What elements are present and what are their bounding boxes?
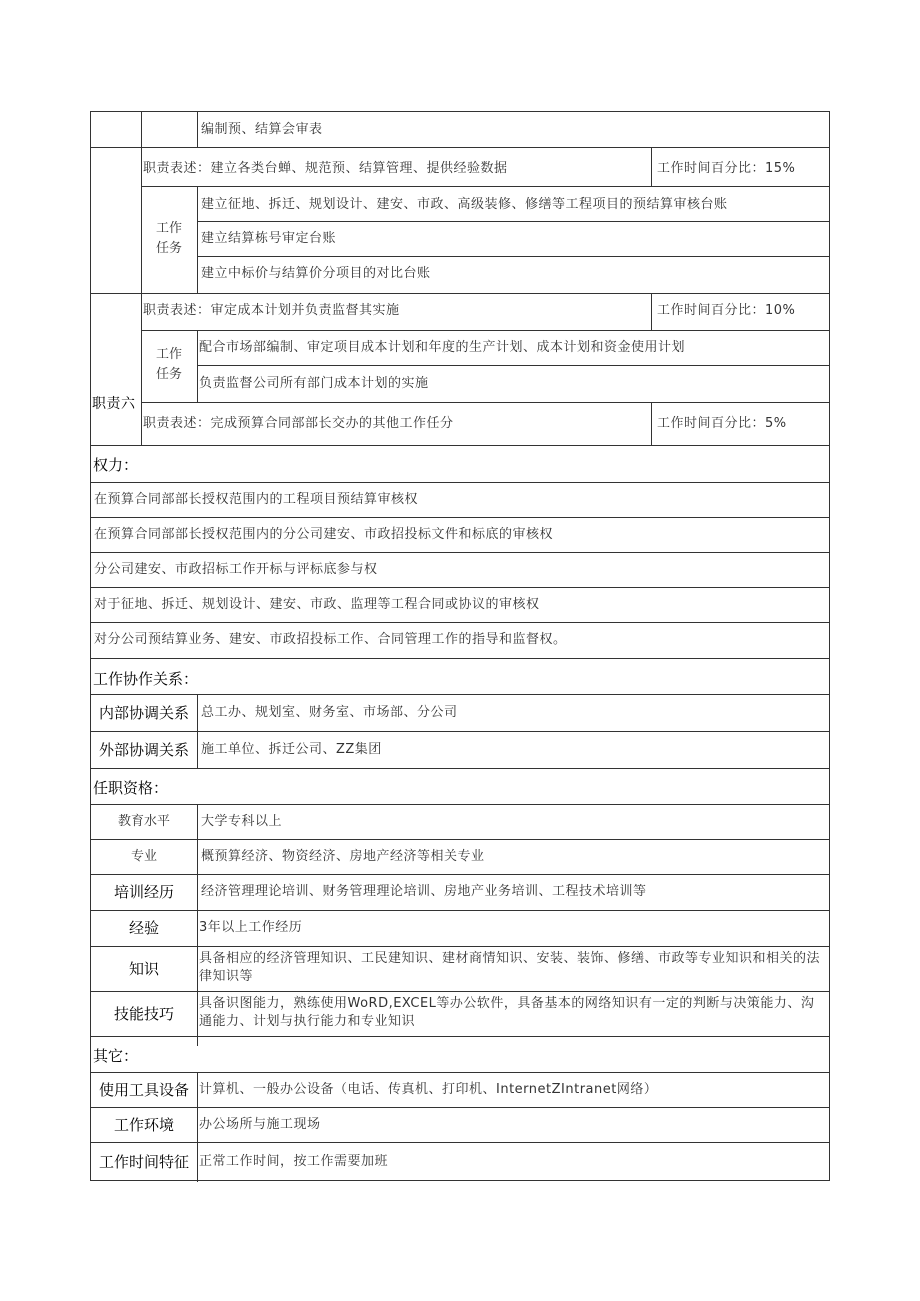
- row-line: [91, 622, 829, 623]
- col-line: [197, 1072, 198, 1182]
- external-relations-value: 施工单位、拆迁公司、ZZ集团: [201, 742, 382, 757]
- row-line: [91, 804, 829, 805]
- duty6-desc: 职责表述：审定成本计划并负责监督其实施: [143, 303, 400, 318]
- qual-value: 概预算经济、物资经济、房地产经济等相关专业: [201, 849, 485, 864]
- row-line: [91, 658, 829, 659]
- external-relations-label: 外部协调关系: [98, 741, 189, 759]
- row-line: [91, 874, 829, 875]
- col-line: [141, 112, 142, 147]
- row-line: [91, 910, 829, 911]
- row-line: [91, 731, 829, 732]
- other-value: 计算机、一般办公设备（电话、传真机、打印机、InternetZIntranet网络）: [199, 1082, 658, 1097]
- row-line: [141, 330, 829, 331]
- row-line: [197, 365, 829, 366]
- duty6-pct: 工作时间百分比：10%: [657, 303, 796, 318]
- col-line: [197, 186, 198, 293]
- qual-value: 具备识图能力，熟练使用WoRD,EXCEL等办公软件，具备基本的网络知识有一定的判断与决策能力、沟通能力、计划与执行能力和专业知识: [199, 996, 815, 1029]
- row-line: [197, 256, 829, 257]
- prev-task: 编制预、结算会审表: [201, 122, 323, 137]
- col-line: [651, 293, 652, 330]
- other-value: 办公场所与施工现场: [199, 1117, 321, 1132]
- qualifications-title: 任职资格：: [93, 779, 169, 797]
- col-line: [197, 112, 198, 147]
- row-line: [91, 147, 829, 148]
- power-item: 分公司建安、市政招标工作开标与评标底参与权: [94, 562, 378, 577]
- power-item: 对于征地、拆迁、规划设计、建安、市政、监理等工程合同或协议的审核权: [94, 597, 540, 612]
- qual-value: 具备相应的经济管理知识、工民建知识、建材商情知识、安装、装饰、修缮、市政等专业知识和相关的法律知识等: [199, 951, 821, 984]
- row-line: [91, 445, 829, 446]
- row-line: [91, 991, 829, 992]
- duty6-task-label: 工作 任务: [155, 347, 182, 382]
- col-line: [651, 147, 652, 186]
- duty5-task: 建立结算栋号审定台账: [201, 231, 337, 246]
- duty5-task-label: 工作 任务: [155, 221, 182, 256]
- duty7-pct: 工作时间百分比：5%: [657, 416, 787, 431]
- row-line: [141, 402, 829, 403]
- row-line: [91, 517, 829, 518]
- duty6-label: 职责六: [92, 396, 136, 412]
- row-line: [141, 186, 829, 187]
- col-line: [197, 330, 198, 402]
- qual-label: 培训经历: [113, 883, 174, 901]
- qual-label: 经验: [128, 919, 159, 937]
- job-description-table: [90, 111, 830, 1181]
- row-line: [91, 1142, 829, 1143]
- row-line: [91, 1072, 829, 1073]
- row-line: [91, 1036, 829, 1037]
- other-label: 使用工具设备: [98, 1081, 189, 1099]
- qual-value: 经济管理理论培训、财务管理理论培训、房地产业务培训、工程技术培训等: [201, 884, 647, 899]
- row-line: [91, 293, 829, 294]
- duty5-task: 建立征地、拆迁、规划设计、建安、市政、高级装修、修缮等工程项目的预结算审核台账: [201, 197, 728, 212]
- relations-title: 工作协作关系：: [93, 670, 199, 688]
- row-line: [91, 946, 829, 947]
- duty5-desc: 职责表述：建立各类台蝉、规范预、结算管理、提供经验数据: [143, 161, 508, 176]
- internal-relations-value: 总工办、规划室、财务室、市场部、分公司: [201, 705, 458, 720]
- col-line: [141, 147, 142, 445]
- internal-relations-label: 内部协调关系: [98, 704, 189, 722]
- duty7-desc: 职责表述：完成预算合同部部长交办的其他工作任分: [143, 416, 454, 431]
- other-value: 正常工作时间，按工作需要加班: [199, 1154, 389, 1169]
- row-line: [91, 552, 829, 553]
- other-label: 工作环境: [113, 1116, 174, 1134]
- qual-label: 教育水平: [117, 814, 170, 829]
- other-label: 工作时间特征: [98, 1153, 189, 1171]
- power-title: 权力：: [93, 456, 139, 474]
- qual-label: 技能技巧: [113, 1005, 174, 1023]
- row-line: [91, 839, 829, 840]
- duty6-task: 配合市场部编制、审定项目成本计划和年度的生产计划、成本计划和资金使用计划: [199, 340, 686, 355]
- qual-value: 大学专科以上: [201, 814, 283, 829]
- power-item: 在预算合同部部长授权范围内的分公司建安、市政招投标文件和标底的审核权: [94, 527, 554, 542]
- row-line: [197, 221, 829, 222]
- qual-label: 专业: [130, 849, 157, 864]
- other-title: 其它：: [93, 1047, 139, 1065]
- row-line: [91, 694, 829, 695]
- duty6-task: 负责监督公司所有部门成本计划的实施: [199, 376, 429, 391]
- row-line: [91, 482, 829, 483]
- col-line: [197, 804, 198, 1046]
- qual-value: 3年以上工作经历: [199, 920, 303, 935]
- qual-label: 知识: [128, 960, 159, 978]
- row-line: [91, 768, 829, 769]
- col-line: [651, 402, 652, 445]
- col-line: [197, 694, 198, 768]
- duty5-task: 建立中标价与结算价分项目的对比台账: [201, 266, 431, 281]
- row-line: [91, 587, 829, 588]
- duty5-pct: 工作时间百分比：15%: [657, 161, 796, 176]
- power-item: 在预算合同部部长授权范围内的工程项目预结算审核权: [94, 492, 419, 507]
- row-line: [91, 1107, 829, 1108]
- power-item: 对分公司预结算业务、建安、市政招投标工作、合同管理工作的指导和监督权。: [94, 632, 567, 647]
